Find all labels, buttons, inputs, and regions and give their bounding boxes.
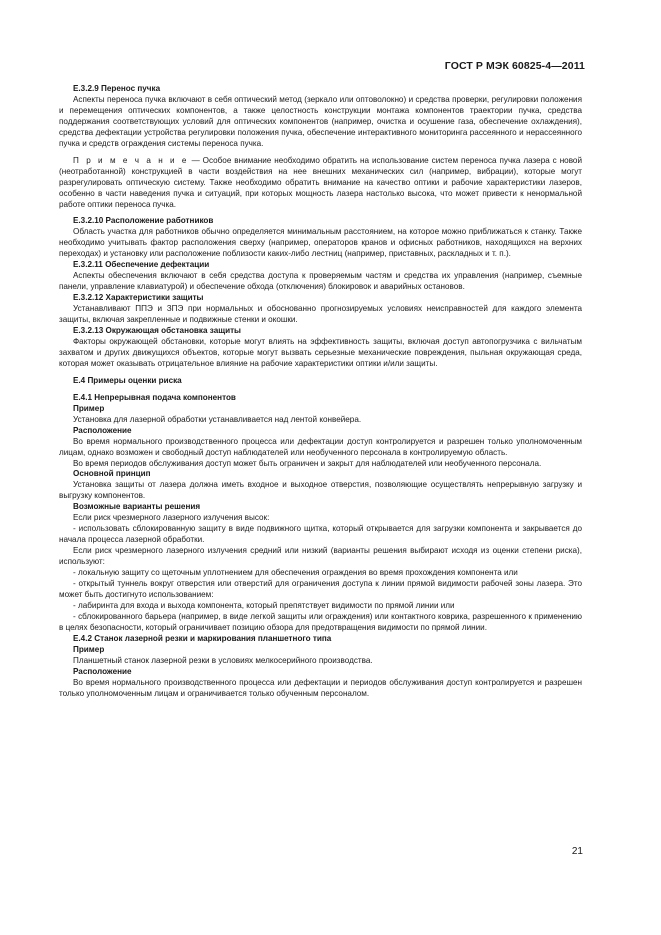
page-number: 21 — [571, 846, 583, 857]
section-heading: Е.4 Примеры оценки риска — [73, 375, 182, 385]
body-paragraph: - локальную защиту со щеточным уплотнением для обеспечения ограждения во время прохождения компонента или — [73, 568, 518, 578]
body-paragraph: Аспекты переноса пучка включают в себя оптический метод (зеркало или оптоволокно) и средства проверки, регулировки положения и перемещения оптических компонентов, а также целостность конструкции монтажа компонентов траектории пучка, средства поддержания соответствующих условий для оптических компонентов (например, очистка и осушение газа, обеспечение охлаждения), средства дефектации устройства регулировки положения пучка, обеспечение интерактивного мониторинга рассеянного и нерассеянного пучка и средств ограждения системы переноса пучка. — [59, 94, 582, 148]
section-heading: Е.3.2.13 Окружающая обстановка защиты — [73, 326, 241, 336]
note-paragraph — [59, 156, 582, 211]
body-paragraph: - лабиринта для входа и выхода компонента, который препятствует видимости по прямой линии или — [73, 600, 455, 610]
section-heading: Возможные варианты решения — [73, 502, 201, 512]
body-paragraph: Область участка для работников обычно определяется минимальным расстоянием, на которое можно приближаться к станку. Также необходимо учитывать фактор расположения сверху (например, операторов кранов и офисных работников, находящихся на верхних переходах) и установку или расположение поблизости каких-либо лестниц (например, приставных, раскладных и т. п.). — [59, 227, 582, 259]
body-paragraph: Устанавливают ППЭ и ЗПЭ при нормальных и обоснованно прогнозируемых условиях неисправностей для каждого элемента защиты, включая закрепленные и подвижные стенки и окошки. — [59, 304, 582, 325]
body-paragraph: Если риск чрезмерного лазерного излучения средний или низкий (варианты решения выбирают исходя из оценки степени риска), используют: — [59, 546, 582, 567]
body-paragraph: - использовать сблокированную защиту в виде подвижного щитка, который открывается для загрузки компонента и закрывается до начала процесса лазерной обработки. — [59, 524, 582, 545]
section-heading: Е.4.2 Станок лазерной резки и маркирования планшетного типа — [73, 633, 332, 643]
section-heading: Е.3.2.11 Обеспечение дефектации — [73, 260, 210, 270]
body-paragraph: - открытый туннель вокруг отверстия или отверстий для ограничения доступа к линии прямой видимости рабочей зоны лазера. Это может быть достигнуто использованием: — [59, 578, 582, 599]
body-paragraph: Аспекты обеспечения включают в себя средства доступа к проверяемым частям и средства их управления (например, съемные панели, управление клавиатурой) и обеспечение обхода (отключения) блокировок и аварийных остановов. — [59, 271, 582, 292]
body-paragraph: Установка защиты от лазера должна иметь входное и выходное отверстия, позволяющие осуществлять непрерывную загрузку и выгрузку компонентов. — [59, 480, 582, 501]
section-heading: Расположение — [73, 425, 132, 435]
body-paragraph: - сблокированного барьера (например, в виде легкой защиты или ограждения) или контактного коврика, разрешенного к применению в целях безопасности, который ограничивает позицию обзора для предотвращения видимости по прямой линии. — [59, 611, 582, 632]
body-paragraph: Планшетный станок лазерной резки в условиях мелкосерийного производства. — [73, 655, 373, 665]
note-text: — Особое внимание необходимо обратить на использование систем переноса пучка лазера с новой (неотработанной) конструкцией в части воздействия на нее внешних механических сил (например, вибрации), которые могут разрегулировать оптическую систему. Также необходимо обратить внимание на качество оптики и рабочие характеристики лазеров, особенно в части наведения пучка и ситуаций, при которых мощность лазера настолько высока, что может привести к ненормальной работе оптики переноса пучка. — [59, 155, 582, 209]
note-label: П р и м е ч а н и е — [73, 155, 189, 165]
section-heading: Пример — [73, 403, 105, 413]
body-paragraph: Во время периодов обслуживания доступ может быть ограничен и закрыт для наблюдателей или необученного персонала. — [73, 458, 542, 468]
body-paragraph: Факторы окружающей обстановки, которые могут влиять на эффективность защиты, включая доступ автопогрузчика с вильчатым захватом и других движущихся объектов, которые могут вызвать серьезные механические повреждения, пыльная окружающая среда, которая может оказывать отрицательное влияние на рабочие характеристики оптики и/или защиты. — [59, 336, 582, 368]
section-heading: Е.3.2.10 Расположение работников — [73, 216, 214, 226]
section-heading: Основной принцип — [73, 469, 151, 479]
section-heading: Е.3.2.12 Характеристики защиты — [73, 293, 204, 303]
standard-header: ГОСТ Р МЭК 60825-4—2011 — [444, 60, 585, 72]
section-heading: Расположение — [73, 666, 132, 676]
section-heading: Пример — [73, 644, 105, 654]
body-paragraph: Во время нормального производственного процесса или дефектации доступ контролируется и разрешен только уполномоченным лицам, однако возможен и свободный доступ наблюдателей или необученного персонала в контролируемую область. — [59, 436, 582, 457]
section-heading: Е.4.1 Непрерывная подача компонентов — [73, 392, 236, 402]
body-paragraph: Если риск чрезмерного лазерного излучения высок: — [73, 513, 270, 523]
body-paragraph: Во время нормального производственного процесса или дефектации и периодов обслуживания доступ контролируется и разрешен только уполномоченным лицам и ограничивается только обученным персоналом. — [59, 677, 582, 698]
document-body — [59, 84, 582, 699]
section-heading: Е.3.2.9 Перенос пучка — [73, 84, 161, 93]
body-paragraph: Установка для лазерной обработки устанавливается над лентой конвейера. — [73, 414, 362, 424]
